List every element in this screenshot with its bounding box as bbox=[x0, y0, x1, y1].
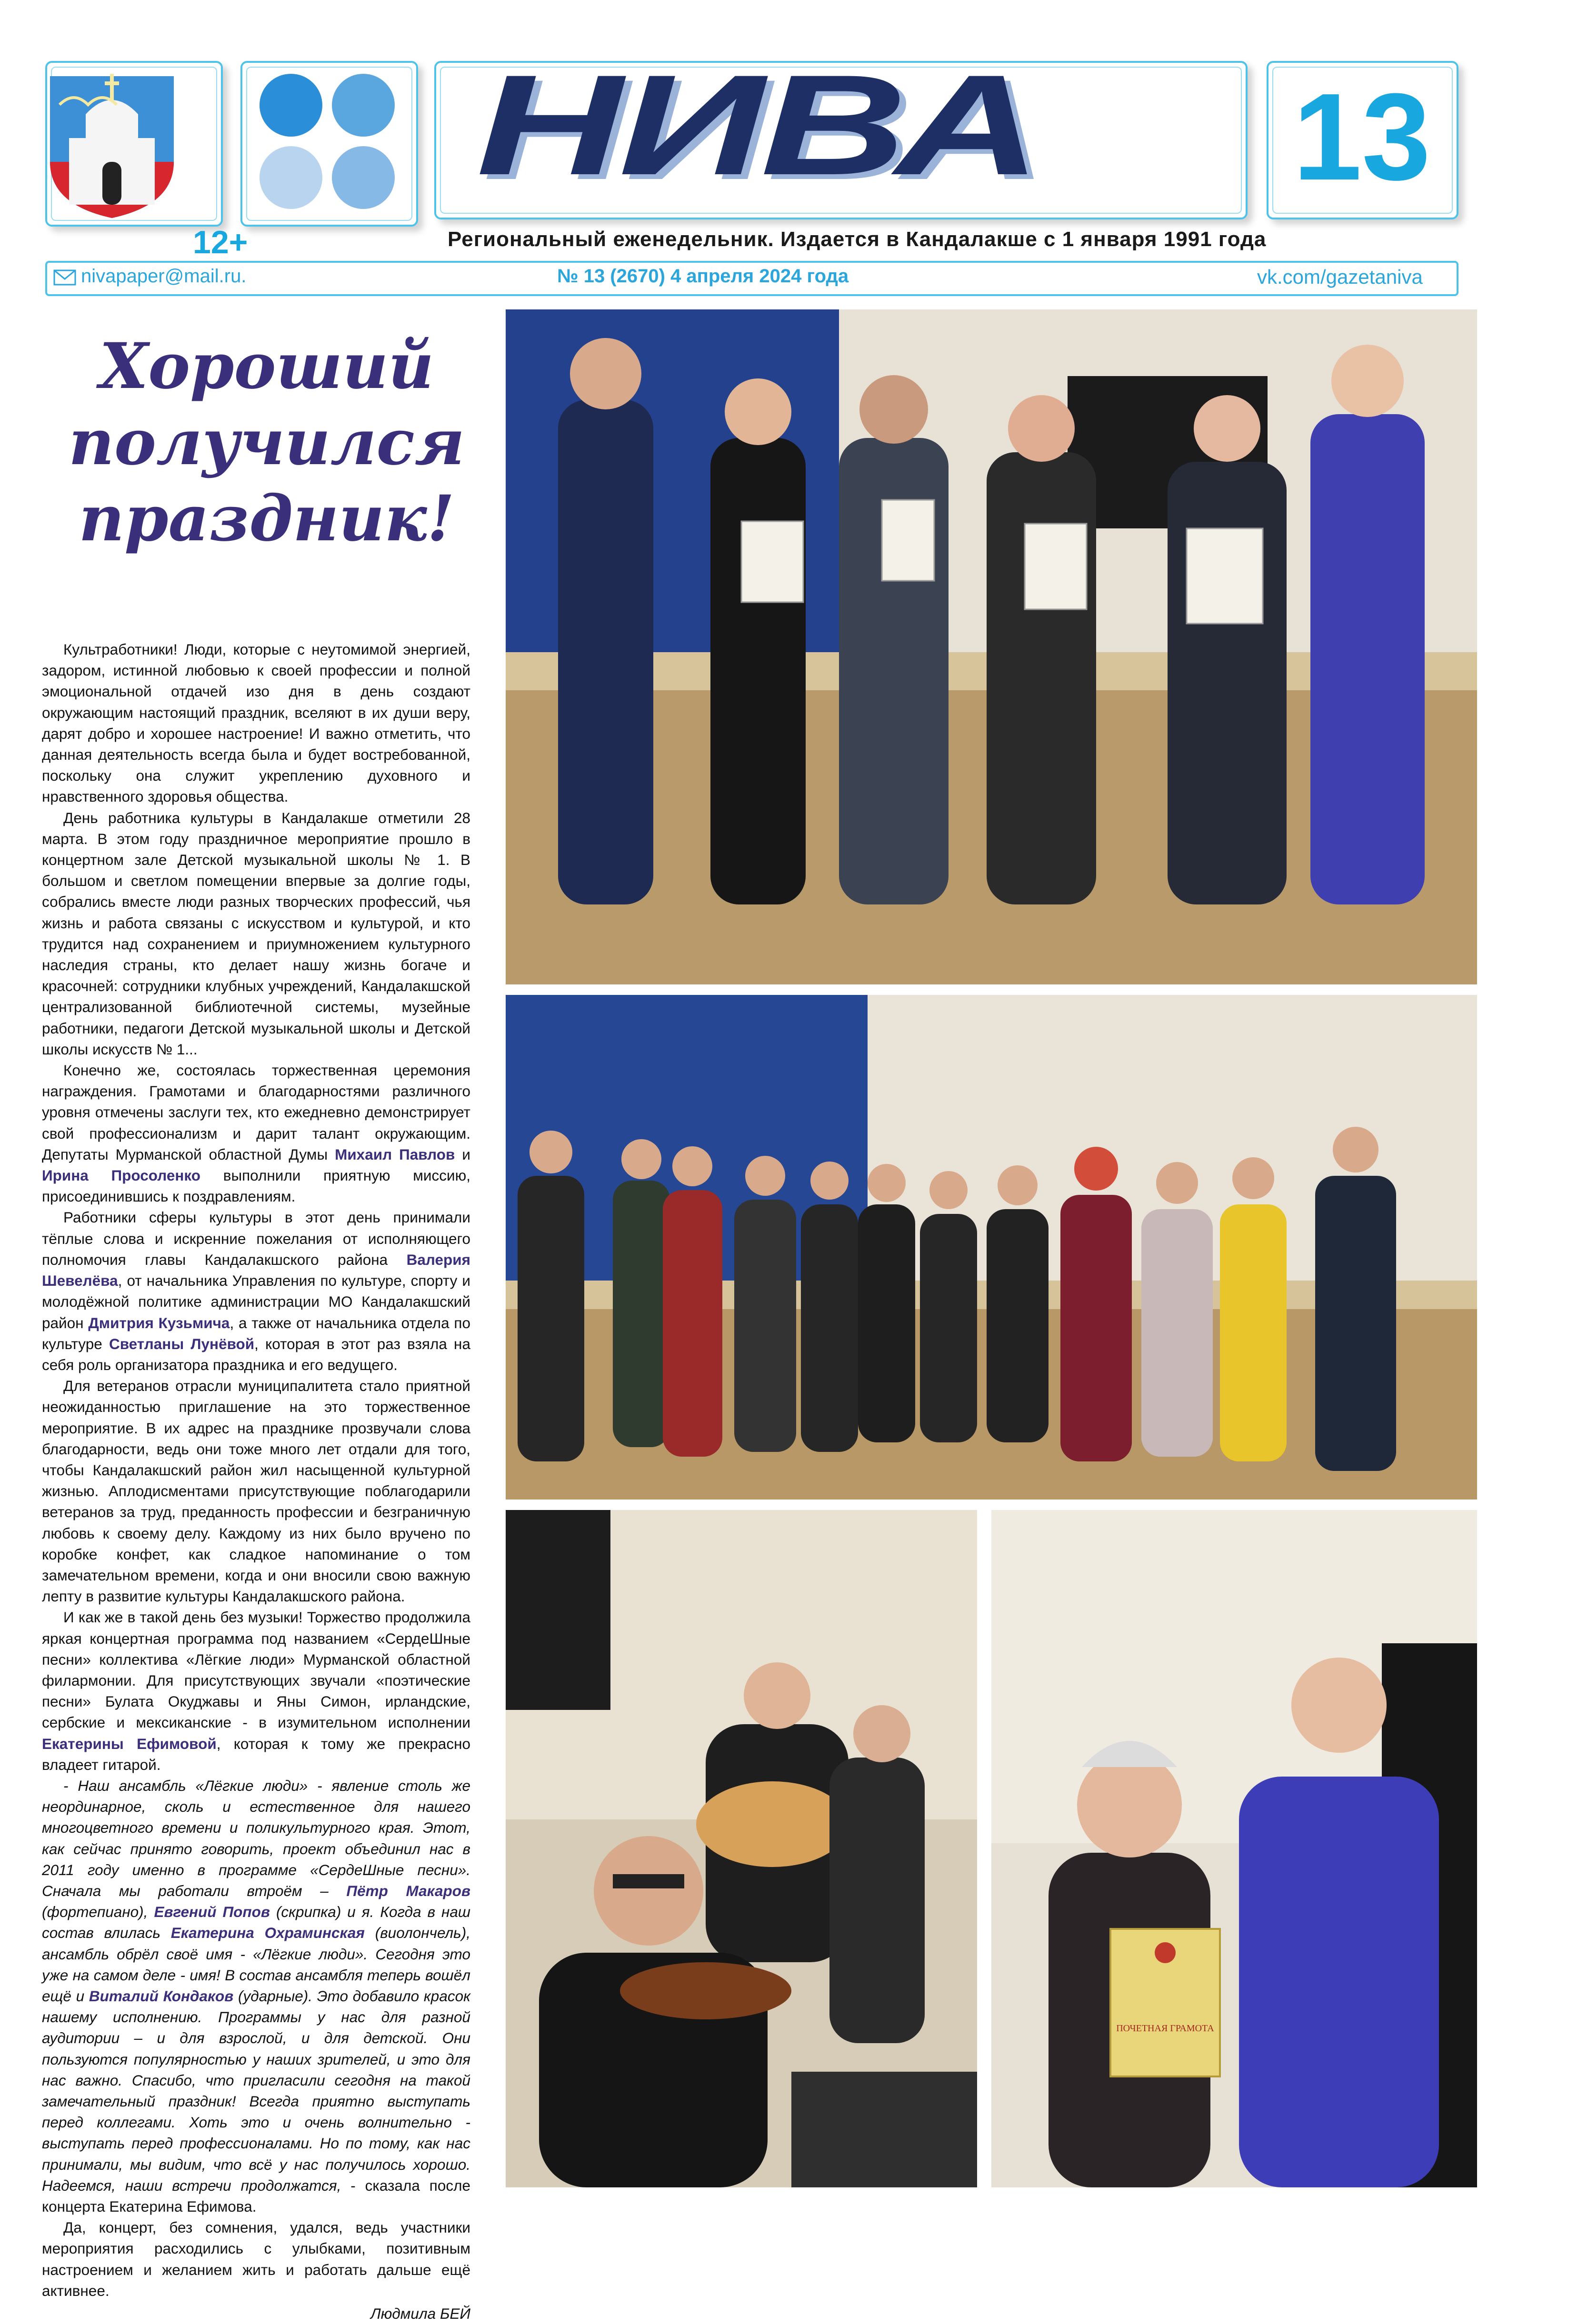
paragraph-5: Для ветеранов отрасли муниципалитета стало приятной неожиданностью приглашение на это торжественное мероприятие. В их адрес на празднике прозвучали слова благодарности, ведь они тоже много лет отдали для того, чтобы Кандалакшский район жил насыщенной культурной жизнью. Аплодисментами присутствующие поблагодарили ветеранов за труд, преданность профессии и безграничную любовь к своему делу. Каждому из них было вручено по коробке конфет, как сладкое напоминание о том замечательном времени, когда и они вносили свою важную лепту в развитие культуры Кандалакшского района. bbox=[42, 1377, 470, 1605]
person-name: Екатерины Ефимовой bbox=[42, 1735, 217, 1752]
photo-certificate-award bbox=[991, 1510, 1477, 2187]
paragraph-4: Работники сферы культуры в этот день принимали тёплые слова и искренние пожелания от исполняющего полномочия главы Кандалакшского района Валерия Шевелёва, от начальника Управления по культуре, спорту и молодёжной политике администрации МО Кандалакшский район Дмитрия Кузьмича, а также от начальника отдела по культуре Светланы Лунёвой, которая в этот раз взяла на себя роль организатора праздника и его ведущего. bbox=[42, 1209, 470, 1373]
headline-line-3: праздник! bbox=[79, 482, 455, 556]
newspaper-title: НИВА bbox=[476, 45, 1038, 205]
certificate-title: ПОЧЕТНАЯ ГРАМОТА bbox=[1116, 2023, 1214, 2034]
vk-link[interactable]: vk.com/gazetaniva bbox=[1257, 266, 1423, 288]
person-name: Михаил Павлов bbox=[335, 1145, 455, 1163]
photo-concert-musicians bbox=[506, 1510, 977, 2187]
person-name: Евгений Попов bbox=[154, 1903, 270, 1921]
author-signature: Людмила БЕЙ bbox=[370, 2305, 470, 2323]
age-rating: 12+ bbox=[193, 224, 248, 260]
paragraph-6: И как же в такой день без музыки! Торжество продолжила яркая концертная программа под названием «СердеШные песни» коллектива «Лёгкие люди» Мурманской областной филармонии. Для присутствующих звучали «поэтические песни» Булата Окуджавы и Яны Симон, ирландские, сербские и мексиканские - в изумительном исполнении Екатерины Ефимовой, которая к тому же прекрасно владеет гитарой. bbox=[42, 1609, 470, 1773]
paragraph-2: День работника культуры в Кандалакше отметили 28 марта. В этом году праздничное мероприятие прошло в концертном зале Детской музыкальной школы № 1. В большом и светлом помещении впервые за долгие годы, собрались вместе люди разных творческих профессий, чья жизнь и работа связаны с искусством и культурой, и кто трудится над сохранением и приумножением культурного наследия страны, кто делает нашу жизнь богаче и красочней: сотрудники клубных учреждений, Кандалакшской централизованной библиотечной системы, музейные работники, педагоги Детской музыкальной школы и Детской школы искусств № 1... bbox=[42, 809, 470, 1058]
person-name: Виталий Кондаков bbox=[89, 1987, 234, 2005]
issue-date: № 13 (2670) 4 апреля 2024 года bbox=[557, 266, 849, 287]
article-body bbox=[42, 639, 470, 2324]
kandalaksha-crest-icon bbox=[40, 67, 183, 219]
person-name: Дмитрия Кузьмича bbox=[88, 1314, 230, 1331]
paragraph-7-quote: - Наш ансамбль «Лёгкие люди» - явление столь же неординарное, сколь и естественное для нашего многоцветного времени и поликультурного края. Этот, как сейчас принято говорить, проект объединил нас в 2011 году именно в программе «СердеШные песни». Сначала мы работали втроём – Пётр Макаров (фортепиано), Евгений Попов (скрипка) и я. Когда в наш состав влилась Екатерина Охраминская (виолончель), ансамбль обрёл своё имя - «Лёгкие люди». Сегодня это уже на самом деле - имя! В состав ансамбля теперь вошёл ещё и Виталий Кондаков (ударные). Это добавило красок нашему исполнению. Программы у нас для разной аудитории – и для взрослой, и для детской. Они пользуются популярностью у наших зрителей, и это для нас важно. Спасибо, что пригласили сегодня на такой замечательный праздник! Всегда приятно выступать перед коллегами. Хоть это и очень волнительно - выступать перед профессионалами. Но по тому, как нас принимали, мы видим, что всё у нас получилось хорошо. Надеемся, наши встречи продолжатся, - сказала после концерта Екатерина Ефимова. bbox=[42, 1777, 470, 2215]
paragraph-1: Культработники! Люди, которые с неутомимой энергией, задором, истинной любовью к своей профессии и полной эмоциональной отдачей изо дня в день создают окружающим настоящий праздник, вселяют в их души веру, дарят добро и хорошее настроение! И важно отметить, что данная деятельность всегда была и будет востребованной, поскольку она служит укреплению духовного и нравственного здоровья общества. bbox=[42, 641, 470, 805]
person-name: Светланы Лунёвой bbox=[109, 1335, 255, 1352]
paragraph-8: Да, концерт, без сомнения, удался, ведь участники мероприятия расходились с улыбками, позитивным настроением и желанием жить и работать дальше ещё активнее. bbox=[42, 2219, 470, 2299]
headline-line-2: получился bbox=[69, 406, 465, 479]
issue-number-big: 13 bbox=[1293, 68, 1431, 206]
person-name: Пётр Макаров bbox=[346, 1882, 470, 1899]
headline-line-1: Хороший bbox=[99, 329, 434, 403]
person-name: Валерия Шевелёва bbox=[42, 1251, 470, 1290]
paragraph-3: Конечно же, состоялась торжественная церемония награждения. Грамотами и благодарностями различного уровня отмечены заслуги тех, кто ежедневно демонстрирует свой профессионализм и дарит талант окружающим. Депутаты Мурманской областной Думы Михаил Павлов и Ирина Просоленко выполнили приятную миссию, присоединившись к поздравлениям. bbox=[42, 1062, 470, 1205]
mail-icon bbox=[53, 269, 76, 286]
photo-award-group-2 bbox=[506, 995, 1477, 1500]
person-name: Ирина Просоленко bbox=[42, 1167, 200, 1184]
email-link[interactable]: nivapaper@mail.ru. bbox=[81, 266, 247, 287]
person-name: Екатерина Охраминская bbox=[170, 1924, 365, 1942]
tagline: Региональный еженедельник. Издается в Кандалакше с 1 января 1991 года bbox=[448, 228, 1267, 251]
photo-award-group-1 bbox=[506, 309, 1477, 984]
article-headline bbox=[48, 328, 486, 557]
niva-logo-dots-icon bbox=[260, 74, 402, 217]
